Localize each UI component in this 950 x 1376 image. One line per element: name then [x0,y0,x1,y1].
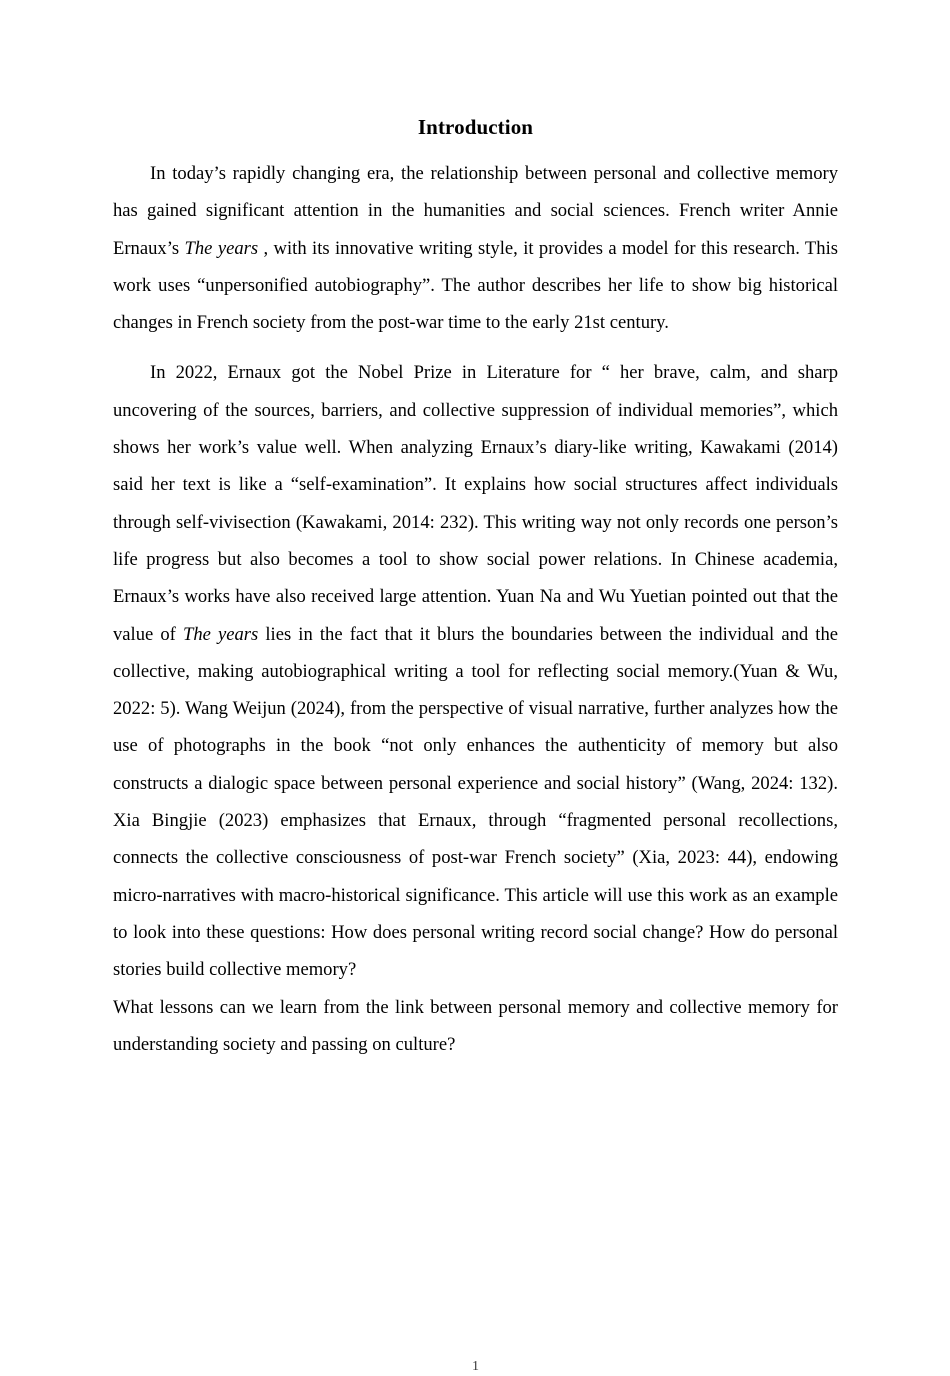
paragraph-spacer [113,341,838,354]
body-paragraph-3: What lessons can we learn from the link between personal memory and collective memory for understanding society and passing on culture? [113,996,838,1055]
italic-title-run: The years [182,623,259,645]
page-content [113,112,838,1374]
italic-title-run: The years [184,237,259,259]
page-number: 1 [472,1359,479,1374]
title-body-spacer [113,142,838,155]
page-title: Introduction [417,115,534,139]
body-paragraph-2: In 2022, Ernaux got the Nobel Prize in Literature for “ her brave, calm, and sharp uncovering of the sources, barriers, and collective suppression of individual memories”, which shows her work’s value well. When analyzing Ernaux’s diary-like writing, Kawakami (2014) said her text is like a “self-examination”. It explains how social structures affect individuals through self-vivisection (Kawakami, 2014: 232). This writing way not only records one person’s life progress but also becomes a tool to show social power relations. In Chinese academia, Ernaux’s works have also received large attention. Yuan Na and Wu Yuetian pointed out that the value of The years lies in the fact that it blurs the boundaries between the individual and the collective, making autobiographical writing a tool for reflecting social memory.(Yuan & Wu, 2022: 5). Wang Weijun (2024), from the perspective of visual narrative, further analyzes how the use of photographs in the book “not only enhances the authenticity of memory but also constructs a dialogic space between personal experience and social history” (Wang, 2024: 132). Xia Bingjie (2023) emphasizes that Ernaux, through “fragmented personal recollections, connects the collective consciousness of post-war French society” (Xia, 2023: 44), endowing micro-narratives with macro-historical significance. This article will use this work as an example to look into these questions: How does personal writing record social change? How do personal stories build collective memory? [113,362,838,981]
body-paragraph-1: In today’s rapidly changing era, the relationship between personal and collective memory has gained significant attention in the humanities and social sciences. French writer Annie Ernaux’s The years , with its innovative writing style, it provides a model for this research. This work uses “unpersonified autobiography”. The author describes her life to show big historical changes in French society from the post-war time to the early 21st century. [113,163,838,334]
